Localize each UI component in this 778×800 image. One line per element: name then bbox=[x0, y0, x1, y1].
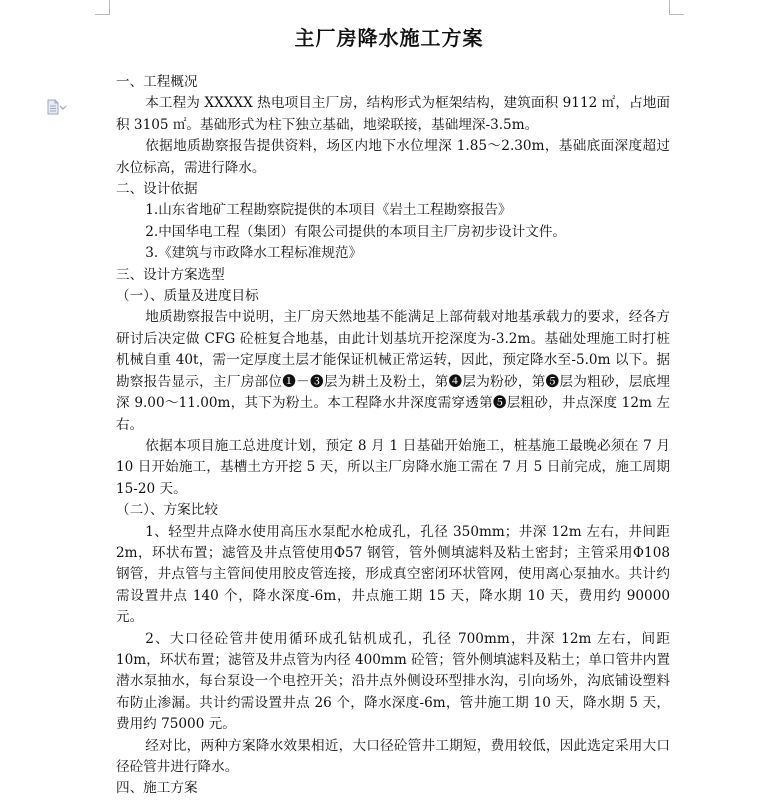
heading-design-basis: 二、设计依据 bbox=[116, 181, 198, 198]
paragraph: 本工程为 XXXXX 热电项目主厂房，结构形式为框架结构，建筑面积 9112 ㎡，占地面积 3105 ㎡。基础形式为柱下独立基础，地梁联接，基础埋深-3.5m。 bbox=[116, 95, 670, 133]
list-item: 2.中国华电工程（集团）有限公司提供的本项目主厂房初步设计文件。 bbox=[145, 223, 567, 240]
heading-construction-plan: 四、施工方案 bbox=[116, 780, 198, 797]
paragraph: 依据地质勘察报告提供资料，场区内地下水位埋深 1.85～2.30m，基础底面深度超过水位标高，需进行降水。 bbox=[116, 138, 670, 176]
subheading-scheme-comparison: （二）、方案比较 bbox=[116, 502, 218, 519]
paragraph: 地质勘察报告中说明，主厂房天然地基不能满足上部荷载对地基承载力的要求，经各方研讨后决定做 CFG 砼桩复合地基，由此计划基坑开挖深度为-3.2m。基础处理施工时打桩机械自重 40t，需一定厚度土层才能保证机械正常运转，因此，预定降水至-5.0m 以下。据勘察报告显示，主厂房部位❶－❸层为耕土及粉土，第❹层为粉砂，第❺层为粗砂，层底埋深 9.00～11.00m，其下为粉土。本工程降水井深度需穿透第❺层粗砂，井点深度 12m 左右。 bbox=[116, 309, 670, 433]
paragraph: 依据本项目施工总进度计划，预定 8 月 1 日基础开始施工，桩基施工最晚必须在 7 月 10 日开始施工，基槽土方开挖 5 天，所以主厂房降水施工需在 7 月 5 日前完成，施工周期 15-20 天。 bbox=[116, 437, 670, 497]
paragraph: 2、大口径砼管井使用循环成孔钻机成孔，孔径 700mm，井深 12m 左右，间距 10m，环状布置；滤管及井点管为内径 400mm 砼管；管外侧填滤料及粘土；单口管井内置潜水泵抽水，每台泵设一个电控开关；沿井点外侧设环型排水沟，引向场外，沟底铺设塑料布防止渗漏。共计约需设置井点 26 个，降水深度-6m，管井施工期 10 天，降水期 5 天，费用约 75000 元。 bbox=[116, 630, 670, 733]
subheading-quality-schedule: （一）、质量及进度目标 bbox=[116, 288, 259, 305]
crop-mark-top-left bbox=[95, 0, 110, 15]
crop-mark-top-right bbox=[669, 0, 684, 15]
list-item: 1.山东省地矿工程勘察院提供的本项目《岩土工程勘察报告》 bbox=[145, 202, 512, 219]
heading-project-overview: 一、工程概况 bbox=[116, 74, 198, 90]
paragraph: 1、轻型井点降水使用高压水泵配水枪成孔，孔径 350mm；井深 12m 左右，井间距 2m，环状布置；滤管及井点管使用Φ57 钢管，管外侧填滤料及粘土密封；主管采用Φ108 钢管，井点管与主管间使用胶皮管连接，形成真空密闭环状管网，使用离心泵抽水。共计约需设置井点 140 个，降水深度-6m，井点施工期 15 天，降水期 10 天，费用约 90000 元。 bbox=[116, 523, 670, 626]
paragraph: 经对比，两种方案降水效果相近，大口径砼管井工期短，费用较低，因此选定采用大口径砼管井进行降水。 bbox=[116, 737, 670, 775]
document-title: 主厂房降水施工方案 bbox=[294, 26, 484, 50]
document-body bbox=[116, 72, 670, 800]
heading-design-selection: 三、设计方案选型 bbox=[116, 266, 225, 283]
document-outline-icon[interactable] bbox=[45, 98, 67, 116]
list-item: 3.《建筑与市政降水工程标准规范》 bbox=[145, 245, 363, 262]
